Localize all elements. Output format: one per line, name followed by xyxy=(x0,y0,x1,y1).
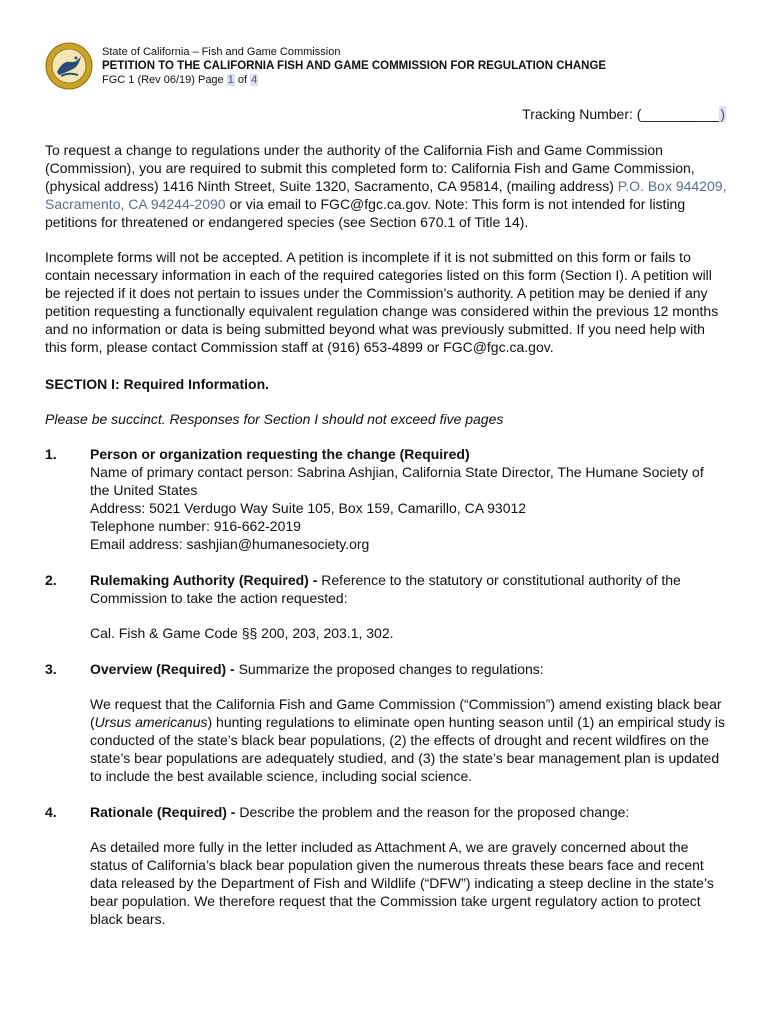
form-header xyxy=(102,45,606,87)
item-heading xyxy=(90,803,727,821)
item-number: 3. xyxy=(45,661,57,677)
section-note: Please be succinct. Responses for Section I should not exceed five pages xyxy=(45,411,504,427)
tracking-number-field[interactable]: __________ xyxy=(641,106,720,122)
item-number: 1. xyxy=(45,446,57,462)
item-answer[interactable] xyxy=(90,695,727,785)
item-3 xyxy=(45,660,727,785)
item-2 xyxy=(45,571,727,642)
item-1 xyxy=(45,445,727,553)
item-title: Rationale (Required) - xyxy=(90,804,240,820)
item-description: Describe the problem and the reason for the proposed change: xyxy=(239,804,630,820)
form-id xyxy=(102,73,606,87)
answer-text-b: ) hunting regulations to eliminate open hunting season until (1) an empirical study is conducted of the state’s black bear populations, (2) the effects of drought and recent wildfires on the state’s bear populations are adequately studied, and (3) the state’s bear management plan is updated to include the best available science, including social science. xyxy=(90,714,726,784)
agency-name: State of California – Fish and Game Commission xyxy=(102,46,341,58)
answer-text-a: We request that the California Fish and Game Commission (“Commission”) amend existing black bear ( xyxy=(90,696,722,730)
item-description: Summarize the proposed changes to regulations: xyxy=(238,661,544,677)
item-answer[interactable]: Cal. Fish & Game Code §§ 200, 203, 203.1, 302. xyxy=(90,625,394,641)
page-of: of xyxy=(234,74,251,86)
contact-phone[interactable]: Telephone number: 916-662-2019 xyxy=(90,518,301,534)
contact-name[interactable]: Name of primary contact person: Sabrina Ashjian, California State Director, The Humane Society of the United States xyxy=(90,464,704,498)
item-number: 2. xyxy=(45,572,57,588)
item-heading xyxy=(90,571,727,607)
section-heading: SECTION I: Required Information. xyxy=(45,376,270,392)
species-name: Ursus americanus xyxy=(94,714,208,730)
item-number: 4. xyxy=(45,804,57,820)
item-title: Rulemaking Authority (Required) - xyxy=(90,572,322,588)
page-total[interactable]: 4 xyxy=(251,74,258,86)
tracking-label: Tracking Number: ( xyxy=(522,106,642,122)
item-description: Reference to the statutory or constitutional authority of the Commission to take the action requested: xyxy=(90,572,681,606)
item-heading xyxy=(90,660,727,678)
intro-text-a: To request a change to regulations under the authority of the California Fish and Game Commission (Commission), you are required to submit this completed form to: California Fish and Game Commission, (physical address) 1416 Ninth Street, Suite 1320, Sacramento, CA 95814, (mailing address) xyxy=(45,142,695,194)
intro-text-b: or via email to FGC@fgc.ca.gov. Note: This form is not intended for listing petitions for threatened or endangered species (see Section 670.1 of Title 14). xyxy=(45,196,686,230)
item-4 xyxy=(45,803,727,928)
form-id-prefix: FGC 1 (Rev 06/19) Page xyxy=(102,74,227,86)
commission-seal-icon xyxy=(45,42,93,90)
tracking-number xyxy=(522,106,726,122)
form-body xyxy=(45,141,727,928)
contact-email[interactable]: Email address: sashjian@humanesociety.org xyxy=(90,536,370,552)
page-current[interactable]: 1 xyxy=(227,74,234,86)
item-title: Overview (Required) - xyxy=(90,661,239,677)
item-answer[interactable]: As detailed more fully in the letter included as Attachment A, we are gravely concerned about the status of California’s black bear population given the numerous threats these bears face and recent data released by the Department of Fish and Wildlife (“DFW”) indicating a steep decline in the state’s bear population. We therefore request that the Commission take urgent regulatory action to protect black bears. xyxy=(90,839,714,927)
tracking-close-paren: ) xyxy=(720,106,725,122)
intro-paragraph-1 xyxy=(45,141,727,231)
contact-address[interactable]: Address: 5021 Verdugo Way Suite 105, Box 159, Camarillo, CA 93012 xyxy=(90,500,527,516)
mailing-address: P.O. Box 944209, Sacramento, CA 94244-2090 xyxy=(45,178,727,212)
form-title: PETITION TO THE CALIFORNIA FISH AND GAME COMMISSION FOR REGULATION CHANGE xyxy=(102,60,607,72)
intro-paragraph-2: Incomplete forms will not be accepted. A petition is incomplete if it is not submitted on this form or fails to contain necessary information in each of the required categories listed on this form (Section I). A petition will be rejected if it does not pertain to issues under the Commission’s authority. A petition may be denied if any petition requesting a functionally equivalent regulation change was considered within the previous 12 months and no information or data is being submitted beyond what was previously submitted. If you need help with this form, please contact Commission staff at (916) 653-4899 or FGC@fgc.ca.gov. xyxy=(45,249,719,355)
item-title: Person or organization requesting the change (Required) xyxy=(90,446,470,462)
